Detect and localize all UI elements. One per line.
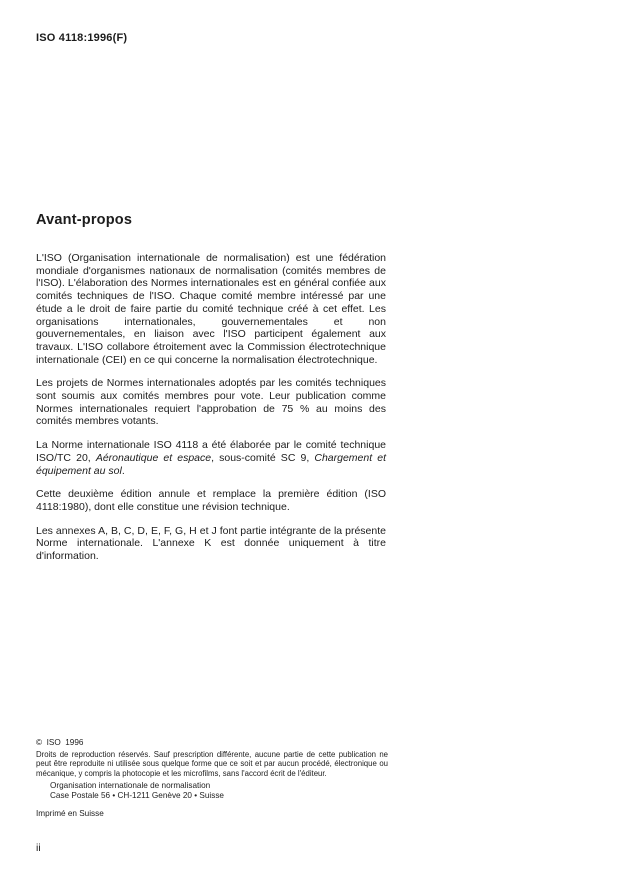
publisher-block xyxy=(50,781,388,801)
page-number: ii xyxy=(36,842,41,854)
copyright-footer xyxy=(36,738,388,819)
paragraph-annexes: Les annexes A, B, C, D, E, F, G, H et J font partie intégrante de la présente Norme internationale. L'annexe K est donnée uniquement à titre d'information. xyxy=(36,524,386,563)
document-reference: ISO 4118:1996(F) xyxy=(36,32,128,44)
paragraph-text: . xyxy=(121,464,125,477)
section-title: Avant-propos xyxy=(36,212,133,228)
foreword-section xyxy=(36,212,386,574)
italic-term-aeronautique: Aéronautique et espace xyxy=(95,451,212,464)
publisher-address: Case Postale 56 • CH-1211 Genève 20 • Suisse xyxy=(50,791,224,801)
reproduction-rights-text: Droits de reproduction réservés. Sauf prescription différente, aucune partie de cette publication ne peut être reproduite ni utilisée sous quelque forme que ce soit et par aucun procédé, électronique ou mécanique, y compris la photocopie et les microfilms, sans l'accord écrit de l'éditeur. xyxy=(36,749,388,778)
paragraph-edition: Cette deuxième édition annule et remplace la première édition (ISO 4118:1980), dont elle constitue une révision technique. xyxy=(36,488,386,513)
paragraph-vote-procedure: Les projets de Normes internationales adoptés par les comités techniques sont soumis aux comités membres pour vote. Leur publication comme Normes internationales requiert l'approbation de 75 % au moins des comités membres votants. xyxy=(36,377,386,428)
printed-in-notice: Imprimé en Suisse xyxy=(36,809,104,819)
paragraph-committee xyxy=(36,439,386,477)
italic-term-chargement: Chargement et équipement au sol xyxy=(36,451,386,477)
paragraph-text: , sous-comité SC 9, xyxy=(211,451,315,464)
publisher-name: Organisation internationale de normalisation xyxy=(50,781,211,791)
copyright-notice: © ISO 1996 xyxy=(36,738,84,747)
paragraph-text: La Norme internationale ISO 4118 a été élaborée par le comité technique ISO/TC 20, xyxy=(36,439,386,464)
paragraph-iso-intro: L'ISO (Organisation internationale de normalisation) est une fédération mondiale d'organismes nationaux de normalisation (comités membres de l'ISO). L'élaboration des Normes internationales est en général confiée aux comités techniques de l'ISO. Chaque comité membre intéressé par une étude a le droit de faire partie du comité technique créé à cet effet. Les organisations internationales, gouvernementales et non gouvernementales, en liaison avec l'ISO participent également aux travaux. L'ISO collabore étroitement avec la Commission électrotechnique internationale (CEI) en ce qui concerne la normalisation électrotechnique. xyxy=(36,252,386,366)
